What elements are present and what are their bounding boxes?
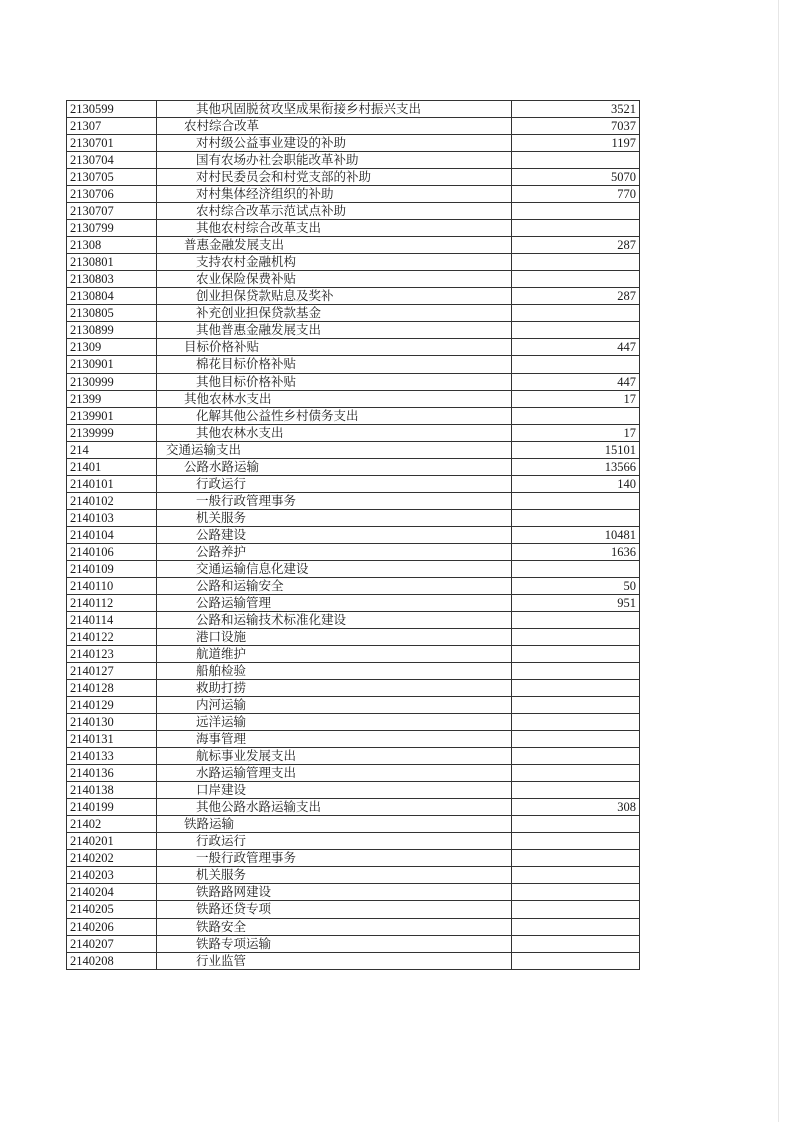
subject-name-cell: 公路和运输安全 [157,578,512,594]
subject-code-cell: 2140128 [67,680,157,696]
subject-name-cell: 公路水路运输 [157,459,512,475]
table-row [67,527,640,544]
subject-code-cell: 2140208 [67,953,157,969]
subject-name-cell: 公路和运输技术标准化建设 [157,612,512,628]
subject-code-cell: 2130799 [67,220,157,236]
amount-cell: 287 [512,288,640,304]
subject-name-cell: 水路运输管理支出 [157,765,512,781]
subject-name-cell: 对村级公益事业建设的补助 [157,135,512,151]
table-row [67,629,640,646]
subject-code-cell: 2140131 [67,731,157,747]
amount-cell [512,714,640,730]
subject-code-cell: 2140129 [67,697,157,713]
table-row [67,901,640,918]
subject-code-cell: 2140133 [67,748,157,764]
subject-code-cell: 2130899 [67,322,157,338]
subject-code-cell: 2140202 [67,850,157,866]
amount-cell [512,220,640,236]
table-row [67,459,640,476]
table-row [67,663,640,680]
amount-cell: 50 [512,578,640,594]
subject-code-cell: 2140138 [67,782,157,798]
subject-code-cell: 2140205 [67,901,157,917]
subject-name-cell: 港口设施 [157,629,512,645]
table-row [67,220,640,237]
amount-cell: 7037 [512,118,640,134]
amount-cell: 308 [512,799,640,815]
amount-cell [512,919,640,935]
amount-cell: 1197 [512,135,640,151]
amount-cell [512,782,640,798]
amount-cell [512,748,640,764]
subject-code-cell: 2140101 [67,476,157,492]
table-row [67,884,640,901]
subject-code-cell: 21307 [67,118,157,134]
subject-name-cell: 对村集体经济组织的补助 [157,186,512,202]
subject-code-cell: 2130704 [67,152,157,168]
subject-name-cell: 铁路运输 [157,816,512,832]
subject-name-cell: 一般行政管理事务 [157,493,512,509]
table-row [67,322,640,339]
table-row [67,714,640,731]
subject-name-cell: 铁路路网建设 [157,884,512,900]
table-row [67,850,640,867]
subject-code-cell: 2140114 [67,612,157,628]
subject-name-cell: 支持农村金融机构 [157,254,512,270]
amount-cell [512,510,640,526]
amount-cell [512,203,640,219]
amount-cell [512,646,640,662]
subject-name-cell: 其他普惠金融发展支出 [157,322,512,338]
budget-table [66,100,640,970]
table-row [67,578,640,595]
amount-cell [512,765,640,781]
amount-cell [512,152,640,168]
amount-cell [512,629,640,645]
table-row [67,833,640,850]
subject-name-cell: 国有农场办社会职能改革补助 [157,152,512,168]
subject-code-cell: 2140207 [67,936,157,952]
table-row [67,782,640,799]
amount-cell [512,884,640,900]
subject-name-cell: 补充创业担保贷款基金 [157,305,512,321]
subject-code-cell: 2140204 [67,884,157,900]
subject-name-cell: 机关服务 [157,867,512,883]
subject-name-cell: 化解其他公益性乡村债务支出 [157,408,512,424]
subject-code-cell: 2130705 [67,169,157,185]
table-row [67,731,640,748]
amount-cell: 3521 [512,101,640,117]
subject-name-cell: 船舶检验 [157,663,512,679]
amount-cell [512,408,640,424]
table-row [67,356,640,373]
subject-code-cell: 2130803 [67,271,157,287]
subject-code-cell: 2140112 [67,595,157,611]
amount-cell: 13566 [512,459,640,475]
table-row [67,816,640,833]
amount-cell [512,850,640,866]
subject-name-cell: 普惠金融发展支出 [157,237,512,253]
subject-code-cell: 2140102 [67,493,157,509]
subject-code-cell: 2139901 [67,408,157,424]
subject-name-cell: 对村民委员会和村党支部的补助 [157,169,512,185]
amount-cell: 447 [512,374,640,390]
subject-name-cell: 公路运输管理 [157,595,512,611]
table-row [67,203,640,220]
subject-name-cell: 远洋运输 [157,714,512,730]
table-row [67,953,640,970]
subject-code-cell: 2140106 [67,544,157,560]
amount-cell [512,254,640,270]
subject-code-cell: 214 [67,442,157,458]
amount-cell [512,901,640,917]
subject-name-cell: 救助打捞 [157,680,512,696]
subject-name-cell: 铁路安全 [157,919,512,935]
subject-name-cell: 航标事业发展支出 [157,748,512,764]
amount-cell [512,936,640,952]
subject-code-cell: 2130707 [67,203,157,219]
amount-cell [512,305,640,321]
subject-name-cell: 行政运行 [157,833,512,849]
table-row [67,391,640,408]
amount-cell: 951 [512,595,640,611]
amount-cell [512,953,640,969]
table-row [67,135,640,152]
subject-code-cell: 2139999 [67,425,157,441]
table-row [67,152,640,169]
subject-name-cell: 交通运输信息化建设 [157,561,512,577]
amount-cell: 770 [512,186,640,202]
subject-code-cell: 2130999 [67,374,157,390]
table-row [67,765,640,782]
table-row [67,867,640,884]
table-row [67,612,640,629]
subject-name-cell: 内河运输 [157,697,512,713]
subject-code-cell: 21309 [67,339,157,355]
subject-name-cell: 棉花目标价格补贴 [157,356,512,372]
amount-cell: 447 [512,339,640,355]
subject-name-cell: 农村综合改革 [157,118,512,134]
subject-name-cell: 目标价格补贴 [157,339,512,355]
subject-code-cell: 21308 [67,237,157,253]
table-row [67,646,640,663]
table-row [67,561,640,578]
subject-name-cell: 其他农林水支出 [157,391,512,407]
subject-code-cell: 2140110 [67,578,157,594]
table-row [67,169,640,186]
table-row [67,493,640,510]
table-row [67,442,640,459]
amount-cell [512,322,640,338]
table-row [67,748,640,765]
subject-code-cell: 2130901 [67,356,157,372]
subject-code-cell: 2140103 [67,510,157,526]
amount-cell [512,271,640,287]
amount-cell [512,680,640,696]
subject-name-cell: 航道维护 [157,646,512,662]
amount-cell [512,816,640,832]
subject-name-cell: 创业担保贷款贴息及奖补 [157,288,512,304]
subject-name-cell: 铁路还贷专项 [157,901,512,917]
table-row [67,339,640,356]
subject-code-cell: 2140104 [67,527,157,543]
subject-name-cell: 其他农林水支出 [157,425,512,441]
subject-code-cell: 21401 [67,459,157,475]
subject-code-cell: 2130805 [67,305,157,321]
table-row [67,919,640,936]
amount-cell [512,493,640,509]
amount-cell: 15101 [512,442,640,458]
subject-code-cell: 2140123 [67,646,157,662]
table-row [67,374,640,391]
table-row [67,186,640,203]
subject-code-cell: 2140130 [67,714,157,730]
subject-name-cell: 机关服务 [157,510,512,526]
subject-code-cell: 2130599 [67,101,157,117]
table-row [67,288,640,305]
amount-cell [512,561,640,577]
subject-name-cell: 一般行政管理事务 [157,850,512,866]
table-row [67,595,640,612]
table-row [67,697,640,714]
table-row [67,544,640,561]
table-row [67,680,640,697]
amount-cell: 1636 [512,544,640,560]
subject-code-cell: 2130701 [67,135,157,151]
page-edge-line [778,0,779,1122]
subject-name-cell: 公路建设 [157,527,512,543]
table-row [67,305,640,322]
subject-name-cell: 其他巩固脱贫攻坚成果衔接乡村振兴支出 [157,101,512,117]
subject-name-cell: 口岸建设 [157,782,512,798]
subject-code-cell: 2140206 [67,919,157,935]
subject-name-cell: 其他目标价格补贴 [157,374,512,390]
subject-code-cell: 2140109 [67,561,157,577]
table-row [67,118,640,135]
amount-cell: 17 [512,391,640,407]
subject-code-cell: 2140122 [67,629,157,645]
subject-name-cell: 海事管理 [157,731,512,747]
amount-cell [512,356,640,372]
subject-name-cell: 农村综合改革示范试点补助 [157,203,512,219]
subject-code-cell: 2140199 [67,799,157,815]
amount-cell [512,697,640,713]
table-row [67,271,640,288]
subject-code-cell: 21402 [67,816,157,832]
amount-cell: 5070 [512,169,640,185]
amount-cell: 17 [512,425,640,441]
subject-name-cell: 行政运行 [157,476,512,492]
amount-cell: 140 [512,476,640,492]
amount-cell [512,663,640,679]
subject-code-cell: 2130801 [67,254,157,270]
subject-code-cell: 2130804 [67,288,157,304]
table-row [67,936,640,953]
subject-name-cell: 其他农村综合改革支出 [157,220,512,236]
subject-code-cell: 2140201 [67,833,157,849]
subject-name-cell: 交通运输支出 [157,442,512,458]
subject-code-cell: 2140127 [67,663,157,679]
subject-name-cell: 公路养护 [157,544,512,560]
table-row [67,476,640,493]
subject-code-cell: 2130706 [67,186,157,202]
table-row [67,799,640,816]
subject-code-cell: 2140203 [67,867,157,883]
amount-cell [512,731,640,747]
subject-name-cell: 行业监管 [157,953,512,969]
table-row [67,425,640,442]
subject-name-cell: 铁路专项运输 [157,936,512,952]
amount-cell [512,867,640,883]
amount-cell [512,612,640,628]
subject-code-cell: 2140136 [67,765,157,781]
amount-cell: 287 [512,237,640,253]
subject-name-cell: 其他公路水路运输支出 [157,799,512,815]
table-row [67,510,640,527]
table-row [67,254,640,271]
subject-code-cell: 21399 [67,391,157,407]
subject-name-cell: 农业保险保费补贴 [157,271,512,287]
amount-cell: 10481 [512,527,640,543]
amount-cell [512,833,640,849]
table-row [67,101,640,118]
table-row [67,408,640,425]
table-row [67,237,640,254]
